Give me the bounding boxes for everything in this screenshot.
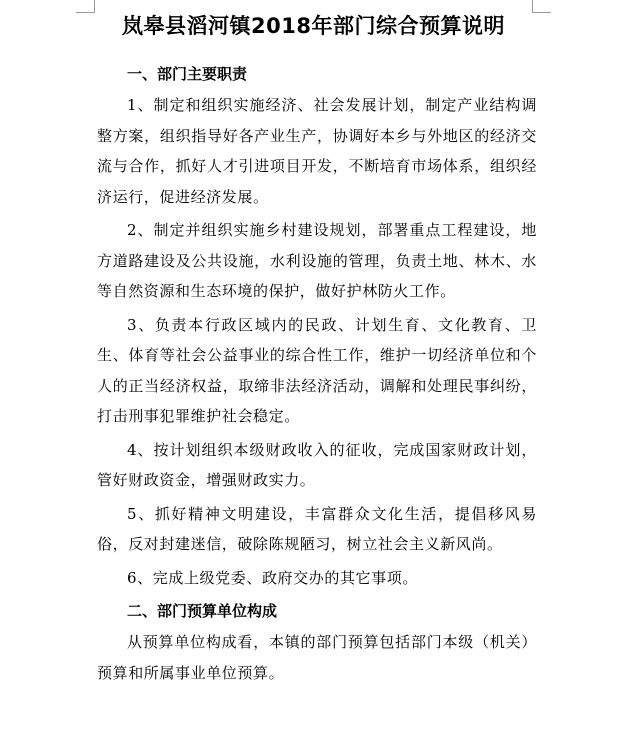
paragraph-responsibility-3: 3、负责本行政区域内的民政、计划生育、文化教育、卫生、体育等社会公益事业的综合性工作，维护一切经济单位和个人的正当经济权益，取缔非法经济活动，调解和处理民事纠纷，打击刑事犯罪维护社会稳定。 [97,315,537,425]
paragraph-responsibility-2: 2、制定并组织实施乡村建设规划，部署重点工程建设，地方道路建设及公共设施，水利设施的管理，负责土地、林木、水等自然资源和生态环境的保护，做好护林防火工作。 [97,221,537,300]
document-title: 岚皋县滔河镇2018年部门综合预算说明 [122,14,505,38]
paragraph-responsibility-6: 6、完成上级党委、政府交办的其它事项。 [127,568,418,587]
paragraph-budget-units: 从预算单位构成看，本镇的部门预算包括部门本级（机关）预算和所属事业单位预算。 [97,633,537,682]
section-heading-budget-units: 二、部门预算单位构成 [127,602,278,620]
paragraph-responsibility-4: 4、按计划组织本级财政收入的征收，完成国家财政计划，管好财政资金，增强财政实力。 [97,440,537,489]
paragraph-responsibility-5: 5、抓好精神文明建设，丰富群众文化生活，提倡移风易俗，反对封建迷信，破除陈规陋习，树立社会主义新风尚。 [97,504,537,553]
paragraph-responsibility-1: 1、制定和组织实施经济、社会发展计划，制定产业结构调整方案，组织指导好各产业生产，协调好本乡与外地区的经济交流与合作，抓好人才引进项目开发，不断培育市场体系，组织经济运行，促进经济发展。 [97,96,537,206]
document-body [97,59,537,691]
section-heading-responsibilities: 一、部门主要职责 [127,65,248,83]
